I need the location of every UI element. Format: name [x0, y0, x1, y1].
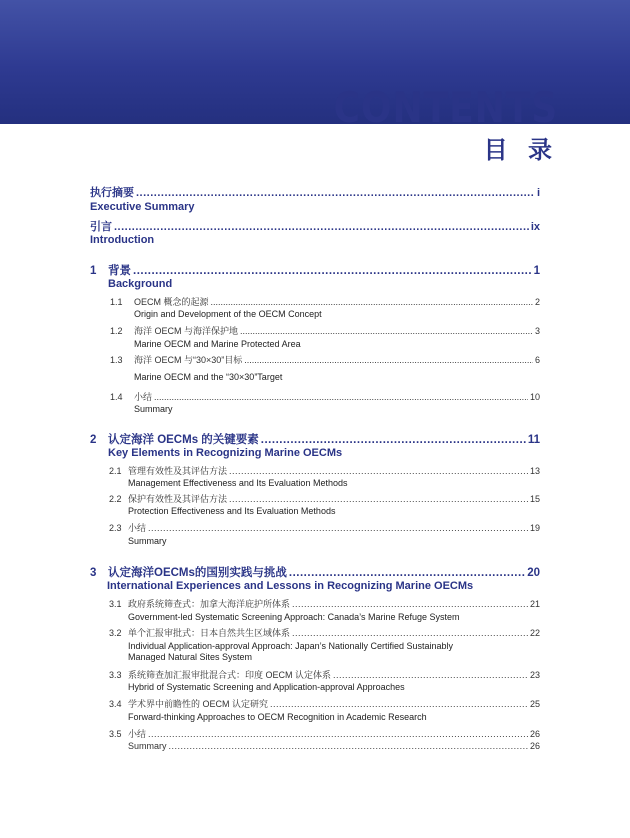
page-number: 11: [527, 434, 540, 446]
section-number: 3.2: [109, 628, 122, 638]
section-title: 学术界中前瞻性的 OECM 认定研究: [128, 699, 269, 709]
leader-dots: [229, 494, 528, 504]
toc-section-1-3[interactable]: [110, 353, 540, 366]
section-title-en: Management Effectiveness and Its Evaluation Methods: [128, 478, 348, 488]
toc-section-1-4[interactable]: [110, 390, 540, 403]
toc-section-1-1[interactable]: [110, 295, 540, 308]
section-number: 3.4: [109, 699, 122, 709]
page-number: i: [536, 187, 540, 199]
section-title-en: Marine OECM and the “30×30”Target: [134, 372, 283, 382]
section-title: 小结: [134, 392, 153, 402]
toc-section-3-2[interactable]: [109, 626, 540, 639]
section-title-en: Marine OECM and Marine Protected Area: [134, 339, 301, 349]
section-title-en: Origin and Development of the OECM Concept: [134, 309, 322, 319]
leader-dots: [270, 699, 528, 709]
section-title-en: Government-led Systematic Screening Approach: Canada’s Marine Refuge System: [128, 612, 460, 622]
toc-section-3-5[interactable]: [109, 727, 540, 740]
chapter-number: 1: [90, 265, 97, 277]
page-number: 13: [529, 466, 540, 476]
chapter-title-en: International Experiences and Lessons in Recognizing Marine OECMs: [107, 580, 474, 592]
section-title: 系统筛查加汇报审批混合式：印度 OECM 认定体系: [128, 670, 332, 680]
page-number: 15: [529, 494, 540, 504]
toc-entry-en-label: Introduction: [90, 234, 155, 246]
section-number: 1.1: [110, 297, 123, 307]
contents-title: CONTENTS: [333, 83, 558, 132]
section-title-en: Individual Application-approval Approach: Japan’s Nationally Certified Sustainably Managed Natural Sites System: [128, 641, 454, 662]
section-title: 小结: [128, 523, 147, 533]
section-number: 2.1: [109, 466, 122, 476]
leader-dots: [154, 392, 528, 402]
page-number: 1: [533, 265, 540, 277]
section-title-en: Protection Effectiveness and Its Evaluation Methods: [128, 506, 336, 516]
leader-dots: [229, 466, 528, 476]
section-number: 3.3: [109, 670, 122, 680]
section-title: 管理有效性及其评估方法: [128, 466, 228, 476]
toc-section-3-1[interactable]: [109, 597, 540, 610]
toc-section-2-2[interactable]: [109, 492, 540, 505]
page-number: 3: [534, 326, 540, 336]
toc-entry-label: 引言: [90, 221, 112, 233]
section-number: 1.2: [110, 326, 123, 336]
section-title: OECM 概念的起源: [134, 297, 209, 307]
chapter-title: 认定海洋OECMs的国别实践与挑战: [108, 567, 287, 579]
leader-dots: [133, 265, 532, 277]
leader-dots: [211, 297, 533, 307]
leader-dots: [333, 670, 528, 680]
toc-section-1-2[interactable]: [110, 324, 540, 337]
page-number: 20: [527, 567, 540, 579]
section-title-en: Summary: [128, 741, 167, 751]
section-number: 2.3: [109, 523, 122, 533]
page-number: 22: [529, 628, 540, 638]
leader-dots: [289, 567, 525, 579]
toc-chapter-2[interactable]: [90, 431, 540, 447]
toc-section-3-5-en[interactable]: [128, 741, 540, 751]
chapter-title: 认定海洋 OECMs 的关键要素: [108, 434, 259, 446]
toc-section-3-3[interactable]: [109, 668, 540, 681]
toc-chapter-1[interactable]: [90, 262, 540, 278]
page-number: 25: [529, 699, 540, 709]
section-title-en: Forward-thinking Approaches to OECM Recognition in Academic Research: [128, 712, 427, 722]
chapter-number: 2: [90, 434, 97, 446]
leader-dots: [169, 741, 528, 751]
leader-dots: [244, 355, 533, 365]
section-title: 单个汇报审批式：日本自然共生区域体系: [128, 628, 291, 638]
chapter-title: 背景: [108, 265, 131, 277]
page-number: 19: [529, 523, 540, 533]
leader-dots: [292, 628, 528, 638]
page-number: 10: [529, 392, 540, 402]
section-title-en: Summary: [128, 536, 167, 546]
section-title: 小结: [128, 729, 147, 739]
chapter-title-en: Key Elements in Recognizing Marine OECMs: [108, 447, 343, 459]
page-number: 26: [529, 741, 540, 751]
section-number: 2.2: [109, 494, 122, 504]
leader-dots: [261, 434, 526, 446]
page-number: 2: [534, 297, 540, 307]
toc-entry-label: 执行摘要: [90, 187, 134, 199]
leader-dots: [114, 221, 529, 233]
page-number: 21: [529, 599, 540, 609]
toc-section-3-4[interactable]: [109, 697, 540, 710]
leader-dots: [240, 326, 533, 336]
toc-entry-executive-summary[interactable]: [90, 184, 540, 200]
chapter-title-en: Background: [108, 278, 173, 290]
section-title: 海洋 OECM 与“30×30”目标: [134, 355, 243, 365]
section-title-en: Hybrid of Systematic Screening and Application-approval Approaches: [128, 682, 405, 692]
section-number: 3.1: [109, 599, 122, 609]
section-number: 3.5: [109, 729, 122, 739]
section-title: 保护有效性及其评估方法: [128, 494, 228, 504]
section-title-en: Summary: [134, 404, 173, 414]
section-title: 政府系统筛查式：加拿大海洋庇护所体系: [128, 599, 291, 609]
toc-chapter-3[interactable]: [90, 564, 540, 580]
leader-dots: [292, 599, 528, 609]
section-title: 海洋 OECM 与海洋保护地: [134, 326, 239, 336]
toc-entry-en-label: Executive Summary: [90, 201, 195, 213]
page-number: ix: [530, 221, 540, 233]
page-number: 26: [529, 729, 540, 739]
contents-title-cn: 目 录: [483, 136, 558, 164]
chapter-number: 3: [90, 567, 97, 579]
section-number: 1.3: [110, 355, 123, 365]
section-number: 1.4: [110, 392, 123, 402]
leader-dots: [148, 729, 528, 739]
page-number: 23: [529, 670, 540, 680]
leader-dots: [148, 523, 528, 533]
toc-section-2-3[interactable]: [109, 521, 540, 534]
leader-dots: [136, 187, 535, 199]
toc-section-2-1[interactable]: [109, 464, 540, 477]
page-number: 6: [534, 355, 540, 365]
toc-entry-introduction[interactable]: [90, 218, 540, 234]
